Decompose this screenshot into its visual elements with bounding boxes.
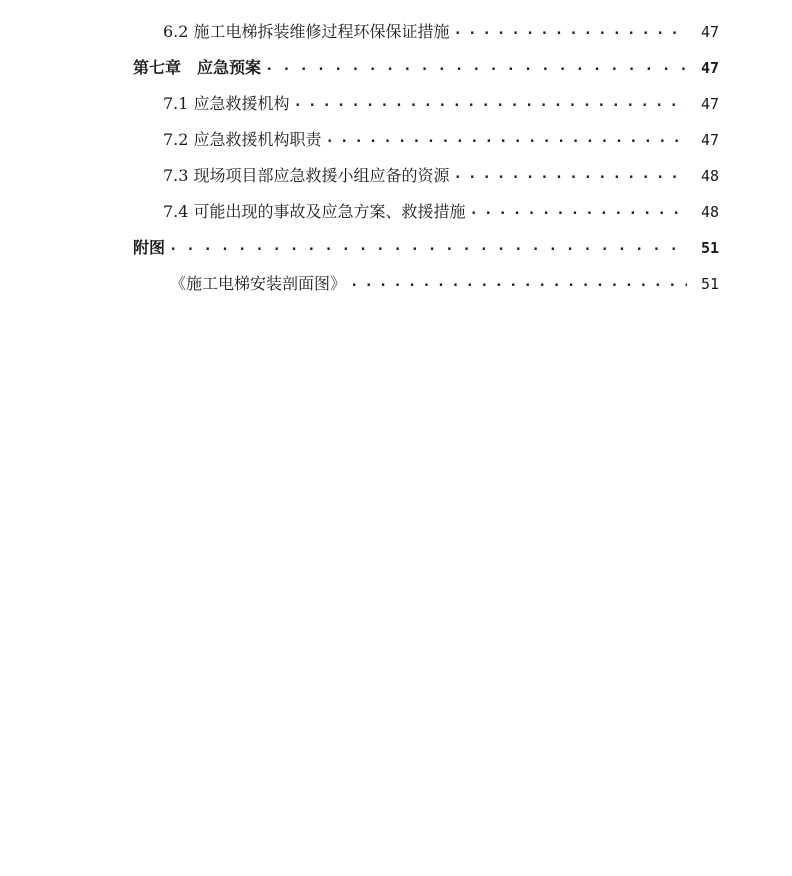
toc-page-number: 51 bbox=[700, 238, 719, 257]
toc-page-number: 48 bbox=[700, 166, 719, 185]
table-of-contents bbox=[0, 14, 792, 302]
toc-page-number: 47 bbox=[700, 130, 719, 149]
toc-appendix[interactable] bbox=[0, 230, 792, 266]
toc-chapter-title: 第七章 应急预案 bbox=[133, 58, 262, 77]
toc-chapter-7[interactable] bbox=[0, 50, 792, 86]
toc-page-number: 47 bbox=[700, 58, 719, 77]
toc-entry-title: 7.3 现场项目部应急救援小组应备的资源 bbox=[163, 166, 450, 185]
toc-dot-leader bbox=[454, 22, 687, 42]
toc-dot-leader bbox=[294, 94, 687, 114]
toc-entry-title: 6.2 施工电梯拆装维修过程环保保证措施 bbox=[163, 22, 450, 41]
toc-page-number: 51 bbox=[700, 274, 719, 293]
toc-entry-7-2[interactable] bbox=[0, 122, 792, 158]
toc-entry-title: 7.1 应急救援机构 bbox=[163, 94, 290, 113]
toc-page-number: 47 bbox=[700, 22, 719, 41]
toc-dot-leader bbox=[326, 130, 687, 150]
toc-page-number: 48 bbox=[700, 202, 719, 221]
toc-entry-6-2[interactable] bbox=[0, 14, 792, 50]
toc-chapter-title: 附图 bbox=[133, 238, 166, 257]
toc-entry-7-1[interactable] bbox=[0, 86, 792, 122]
toc-entry-7-4[interactable] bbox=[0, 194, 792, 230]
toc-entry-7-3[interactable] bbox=[0, 158, 792, 194]
toc-dot-leader bbox=[265, 58, 687, 78]
toc-entry-title: 《施工电梯安装剖面图》 bbox=[170, 274, 347, 293]
toc-dot-leader bbox=[169, 238, 687, 258]
toc-dot-leader bbox=[350, 274, 687, 294]
toc-entry-title: 7.4 可能出现的事故及应急方案、救援措施 bbox=[163, 202, 466, 221]
toc-entry-title: 7.2 应急救援机构职责 bbox=[163, 130, 322, 149]
toc-page-number: 47 bbox=[700, 94, 719, 113]
toc-entry-appendix-drawing[interactable] bbox=[0, 266, 792, 302]
toc-dot-leader bbox=[470, 202, 687, 222]
toc-dot-leader bbox=[454, 166, 687, 186]
